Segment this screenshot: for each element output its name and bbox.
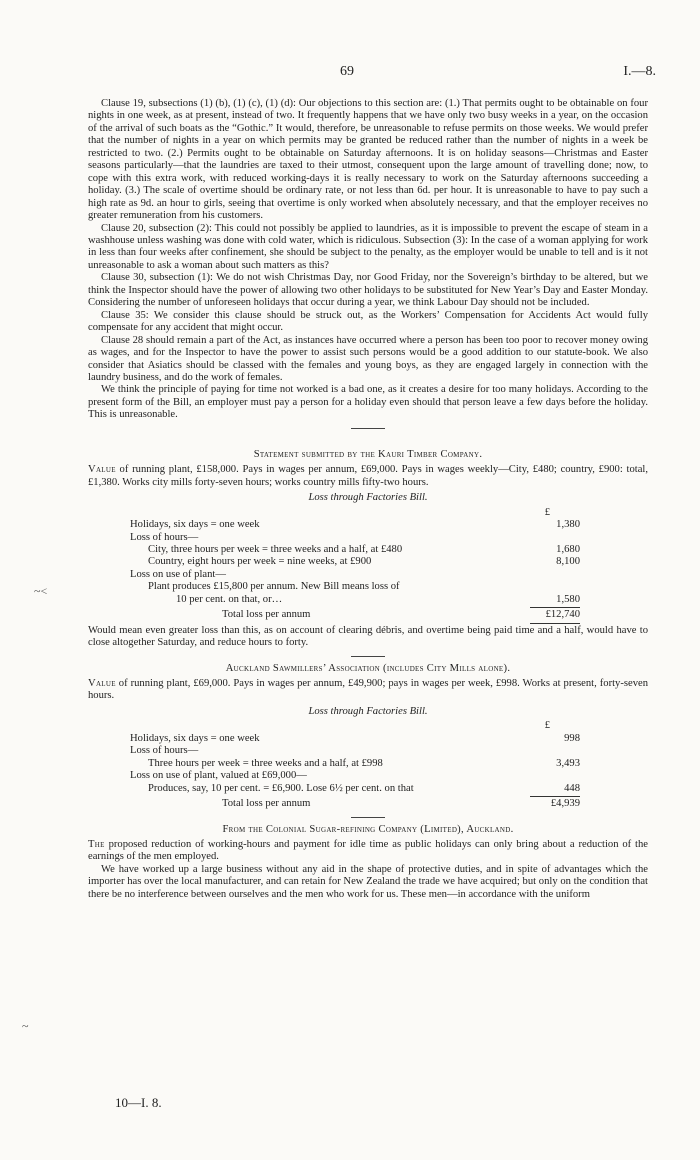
total-label: Total loss per annum (222, 609, 311, 621)
section-divider (351, 656, 385, 657)
row-label: 10 per cent. on that, or… (176, 593, 283, 605)
sugar-paragraph-1 (88, 839, 648, 864)
sugar-paragraph-2: We have worked up a large business without any aid in the shape of protective duties, and in spite of advantages which the importer has over the local manufacturer, and can retain for New Zealand the trade we have acquired; but only on the condition that there be no interference between ourselves and the men who work for us. These men—in accordance with the uniform (88, 863, 648, 900)
page-signature: 10—I. 8. (115, 1095, 162, 1110)
sugar-section-title: From the Colonial Sugar-refining Company (Limited), Auckland. (222, 823, 514, 835)
row-label: Loss on use of plant, valued at £69,000— (130, 770, 307, 782)
total-label: Total loss per annum (222, 798, 311, 810)
kauri-section-title: Statement submitted by the Kauri Timber Company. (253, 448, 483, 460)
row-label: Plant produces £15,800 per annum. New Bill means loss of (148, 581, 400, 593)
kauri-value-word: Value (88, 464, 116, 476)
sawmillers-loss-statement (130, 720, 580, 810)
row-label: Produces, say, 10 per cent. = £6,900. Lose 6½ per cent. on that (148, 782, 414, 794)
kauri-intro-text: of running plant, £158,000. Pays in wages per annum, £69,000. Pays in wages weekly—City, £480; country, £900: total, £1,380. Works city mills forty-seven hours; works country mills fifty-two hours. (88, 464, 648, 488)
sawmillers-intro-text: of running plant, £69,000. Pays in wages per annum, £49,900; pays in wages per week, £998. Works at present, forty-seven hours. (88, 678, 648, 702)
sum-rule (530, 623, 580, 624)
statement-row (130, 783, 580, 795)
row-label: Loss of hours— (130, 531, 199, 543)
kauri-currency-heading: £ (544, 506, 550, 518)
paragraph-holidays: We think the principle of paying for time not worked is a bad one, as it creates a desire for too many holidays. According to the present form of the Bill, an employer must pay a person for a holiday even should that person leave a few days before the holiday. This is unreasonable. (88, 384, 648, 421)
statement-row (130, 532, 580, 544)
margin-mark: ~< (34, 584, 48, 598)
statement-row (130, 556, 580, 568)
statement-row (130, 733, 580, 745)
row-label: Loss of hours— (130, 745, 199, 757)
row-amount: 998 (564, 732, 580, 744)
kauri-intro (88, 464, 648, 489)
statement-row (130, 569, 580, 581)
sawmillers-value-word: Value (88, 678, 116, 690)
statement-row (130, 581, 580, 593)
paragraph-clause-35: Clause 35: We consider this clause should be struck out, as the Workers’ Compensation for Accidents Act would fully compensate for any accident that might occur. (88, 309, 648, 334)
total-row (130, 609, 580, 621)
sawmillers-currency-heading: £ (544, 720, 550, 732)
sawmillers-loss-heading: Loss through Factories Bill. (308, 705, 428, 717)
row-label: Three hours per week = three weeks and a half, at £998 (148, 757, 383, 769)
total-amount: £12,740 (545, 609, 580, 621)
page-number: 69 (340, 64, 354, 79)
page-reference: I.—8. (623, 64, 656, 79)
statement-row (130, 770, 580, 782)
statement-row (130, 758, 580, 770)
row-label: Holidays, six days = one week (130, 732, 260, 744)
row-label: Loss on use of plant— (130, 568, 226, 580)
kauri-after-note: Would mean even greater loss than this, as on account of clearing débris, and overtime being paid time and a half, would have to close altogether Saturday, and reduce hours to forty. (88, 624, 648, 649)
section-divider (351, 428, 385, 429)
paragraph-clause-28: Clause 28 should remain a part of the Act, as instances have occurred where a person has been too poor to recover money owing as wages, and for the Inspector to have the power to assist such persons would be a good addition to our statute-book. We also consider that Asiatics should be classed with the females and young boys, as they are engaged largely in connection with the laundry business, and do the work of females. (88, 334, 648, 383)
statement-row (130, 594, 580, 606)
row-amount: 1,680 (556, 543, 580, 555)
row-label: Holidays, six days = one week (130, 519, 260, 531)
document-body (88, 98, 648, 901)
total-amount: £4,939 (550, 798, 580, 810)
row-amount: 8,100 (556, 556, 580, 568)
margin-mark: ~ (22, 1019, 29, 1033)
row-amount: 1,580 (556, 593, 580, 605)
sugar-first-word: The (88, 839, 105, 851)
sawmillers-intro (88, 678, 648, 703)
section-divider (351, 817, 385, 818)
row-amount: 1,380 (556, 519, 580, 531)
kauri-loss-heading: Loss through Factories Bill. (308, 492, 428, 504)
statement-row (130, 745, 580, 757)
sum-rule (530, 607, 580, 608)
total-row (130, 798, 580, 810)
paragraph-clause-19: Clause 19, subsections (1) (b), (1) (c), (1) (d): Our objections to this section are: (1.) That permits ought to be obtainable on four nights in one week, as at present, instead of two. It frequently happens that we have only two busy weeks in a year, on the occasion of the arrival of such boats as the “Gothic.” It would, therefore, be unreasonable to refuse permits on those weeks. We would prefer that the number of nights in a year on which permits may be granted be reduced rather than the number of nights in a week be restricted to two. (2.) Permits ought to be obtainable on Saturday afternoons. It is on holiday seasons—Christmas and Easter seasons particularly—that the laundries are taxed to their utmost, consequent upon the large amount of travelling done; now, to cope with this extra work, with reduced working-days it is really necessary to work on the Saturday afternoons succeeding a holiday. (3.) The scale of overtime should be ordinary rate, or not less than 6d. per hour. It is unreasonable to have to pay such a high rate as 9d. an hour to girls, seeing that overtime is only worked when absolutely necessary, and that the employer receives no greater remuneration from his customers. (88, 98, 648, 222)
row-label: Country, eight hours per week = nine weeks, at £900 (148, 556, 372, 568)
kauri-loss-statement (130, 507, 580, 624)
row-label: City, three hours per week = three weeks and a half, at £480 (148, 543, 403, 555)
sugar-paragraph-1-text: proposed reduction of working-hours and payment for idle time as public holidays can only bring about a reduction of the earnings of the men employed. (88, 839, 648, 863)
row-amount: 3,493 (556, 757, 580, 769)
sawmillers-section-title: Auckland Sawmillers’ Association (includes City Mills alone). (225, 662, 511, 674)
row-amount: 448 (564, 782, 580, 794)
paragraph-clause-20: Clause 20, subsection (2): This could not possibly be applied to laundries, as it is impossible to prevent the escape of steam in a washhouse unless washing was done with cold water, which is ridiculous. Subsection (3): In the case of a woman applying for work in less than four weeks after confinement, she should be subject to the penalty, as the employer would be unable to tell and is it not unreasonable to ask a woman about such matters as this? (88, 222, 648, 271)
paragraph-clause-30: Clause 30, subsection (1): We do not wish Christmas Day, nor Good Friday, nor the Sovereign’s birthday to be altered, but we think the Inspector should have the power of allowing two other holidays to be substituted for New Year’s Day and Easter Monday. Considering the number of unforeseen holidays that occur during a year, we think Labour Day should not be included. (88, 272, 648, 309)
sum-rule (530, 796, 580, 797)
statement-row (130, 519, 580, 531)
statement-row (130, 544, 580, 556)
